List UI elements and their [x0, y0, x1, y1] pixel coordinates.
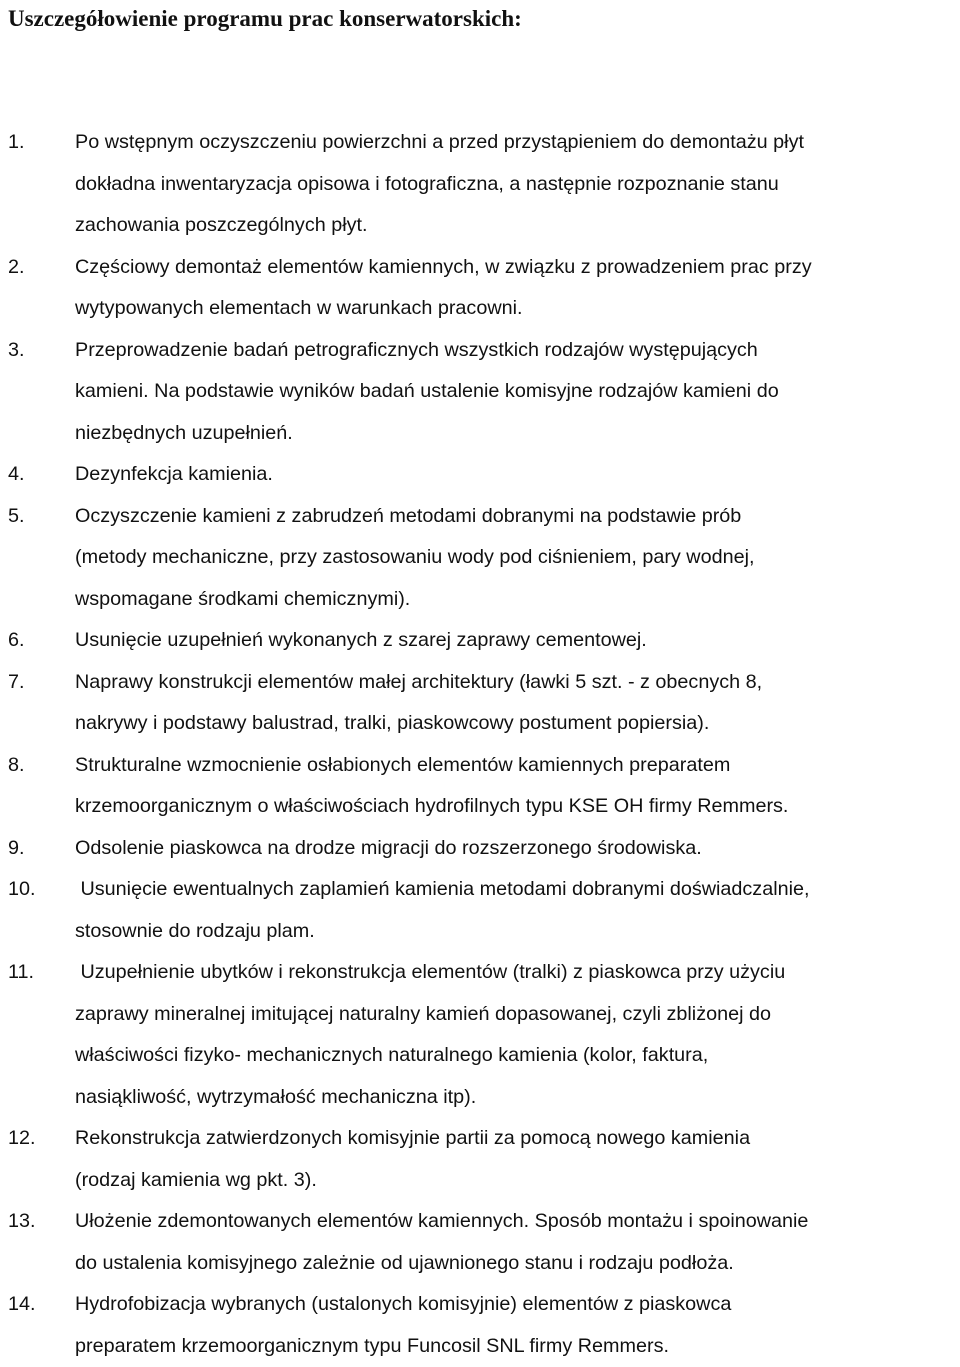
list-item-text-line: nasiąkliwość, wytrzymałość mechaniczna itp). — [75, 1077, 960, 1119]
list-item-text-line: niezbędnych uzupełnień. — [75, 413, 960, 455]
list-item-number: 6. — [8, 620, 25, 662]
list-item-number: 4. — [8, 454, 25, 496]
list-item-number: 11. — [8, 952, 34, 994]
list-item-text-line: do ustalenia komisyjnego zależnie od ujawnionego stanu i rodzaju podłoża. — [75, 1243, 960, 1285]
list-item-text-line: zaprawy mineralnej imitującej naturalny kamień dopasowanej, czyli zbliżonej do — [75, 994, 960, 1036]
list-item-text-line: Po wstępnym oczyszczeniu powierzchni a przed przystąpieniem do demontażu płyt — [75, 122, 960, 164]
list-item-text-line: dokładna inwentaryzacja opisowa i fotograficzna, a następnie rozpoznanie stanu — [75, 164, 960, 206]
list-item-text-line: Rekonstrukcja zatwierdzonych komisyjnie partii za pomocą nowego kamienia — [75, 1118, 960, 1160]
list-item-text-line: kamieni. Na podstawie wyników badań ustalenie komisyjne rodzajów kamieni do — [75, 371, 960, 413]
list-item-text-line: (metody mechaniczne, przy zastosowaniu wody pod ciśnieniem, pary wodnej, — [75, 537, 960, 579]
list-item — [0, 620, 960, 662]
list-item-text-line: Odsolenie piaskowca na drodze migracji do rozszerzonego środowiska. — [75, 828, 960, 870]
list-item — [0, 496, 960, 621]
list-item-number: 14. — [8, 1284, 36, 1326]
list-item-text-line: stosownie do rodzaju plam. — [75, 911, 960, 953]
list-item-text-line: preparatem krzemoorganicznym typu Funcosil SNL firmy Remmers. — [75, 1326, 960, 1367]
list-item-text-line: Uzupełnienie ubytków i rekonstrukcja elementów (tralki) z piaskowca przy użyciu — [75, 952, 960, 994]
conservation-program-list — [0, 122, 960, 1367]
list-item-text-line: Oczyszczenie kamieni z zabrudzeń metodami dobranymi na podstawie prób — [75, 496, 960, 538]
list-item-text-line: Przeprowadzenie badań petrograficznych wszystkich rodzajów występujących — [75, 330, 960, 372]
list-item — [0, 745, 960, 828]
list-item — [0, 952, 960, 1118]
list-item-number: 1. — [8, 122, 25, 164]
list-item-number: 2. — [8, 247, 25, 289]
list-item-text-line: właściwości fizyko- mechanicznych naturalnego kamienia (kolor, faktura, — [75, 1035, 960, 1077]
list-item-text-line: Hydrofobizacja wybranych (ustalonych komisyjnie) elementów z piaskowca — [75, 1284, 960, 1326]
list-item-text-line: Dezynfekcja kamienia. — [75, 454, 960, 496]
list-item-number: 5. — [8, 496, 25, 538]
list-item-number: 12. — [8, 1118, 36, 1160]
list-item — [0, 1284, 960, 1367]
list-item — [0, 330, 960, 455]
list-item-text-line: nakrywy i podstawy balustrad, tralki, piaskowcowy postument popiersia). — [75, 703, 960, 745]
list-item — [0, 247, 960, 330]
list-item-number: 13. — [8, 1201, 36, 1243]
list-item-text-line: zachowania poszczególnych płyt. — [75, 205, 960, 247]
list-item-text-line: Naprawy konstrukcji elementów małej architektury (ławki 5 szt. - z obecnych 8, — [75, 662, 960, 704]
list-item-text-line: Częściowy demontaż elementów kamiennych, w związku z prowadzeniem prac przy — [75, 247, 960, 289]
page-title: Uszczegółowienie programu prac konserwatorskich: — [8, 0, 522, 38]
list-item-text-line: Strukturalne wzmocnienie osłabionych elementów kamiennych preparatem — [75, 745, 960, 787]
list-item-number: 9. — [8, 828, 25, 870]
list-item-number: 7. — [8, 662, 25, 704]
list-item — [0, 454, 960, 496]
list-item — [0, 1201, 960, 1284]
list-item-number: 3. — [8, 330, 25, 372]
list-item — [0, 828, 960, 870]
list-item — [0, 1118, 960, 1201]
list-item-text-line: (rodzaj kamienia wg pkt. 3). — [75, 1160, 960, 1202]
list-item-text-line: Usunięcie uzupełnień wykonanych z szarej zaprawy cementowej. — [75, 620, 960, 662]
list-item — [0, 869, 960, 952]
list-item-text-line: krzemoorganicznym o właściwościach hydrofilnych typu KSE OH firmy Remmers. — [75, 786, 960, 828]
list-item-text-line: Ułożenie zdemontowanych elementów kamiennych. Sposób montażu i spoinowanie — [75, 1201, 960, 1243]
list-item-text-line: Usunięcie ewentualnych zaplamień kamienia metodami dobranymi doświadczalnie, — [75, 869, 960, 911]
list-item-number: 8. — [8, 745, 25, 787]
list-item-text-line: wspomagane środkami chemicznymi). — [75, 579, 960, 621]
list-item — [0, 122, 960, 247]
list-item — [0, 662, 960, 745]
list-item-text-line: wytypowanych elementach w warunkach pracowni. — [75, 288, 960, 330]
list-item-number: 10. — [8, 869, 36, 911]
